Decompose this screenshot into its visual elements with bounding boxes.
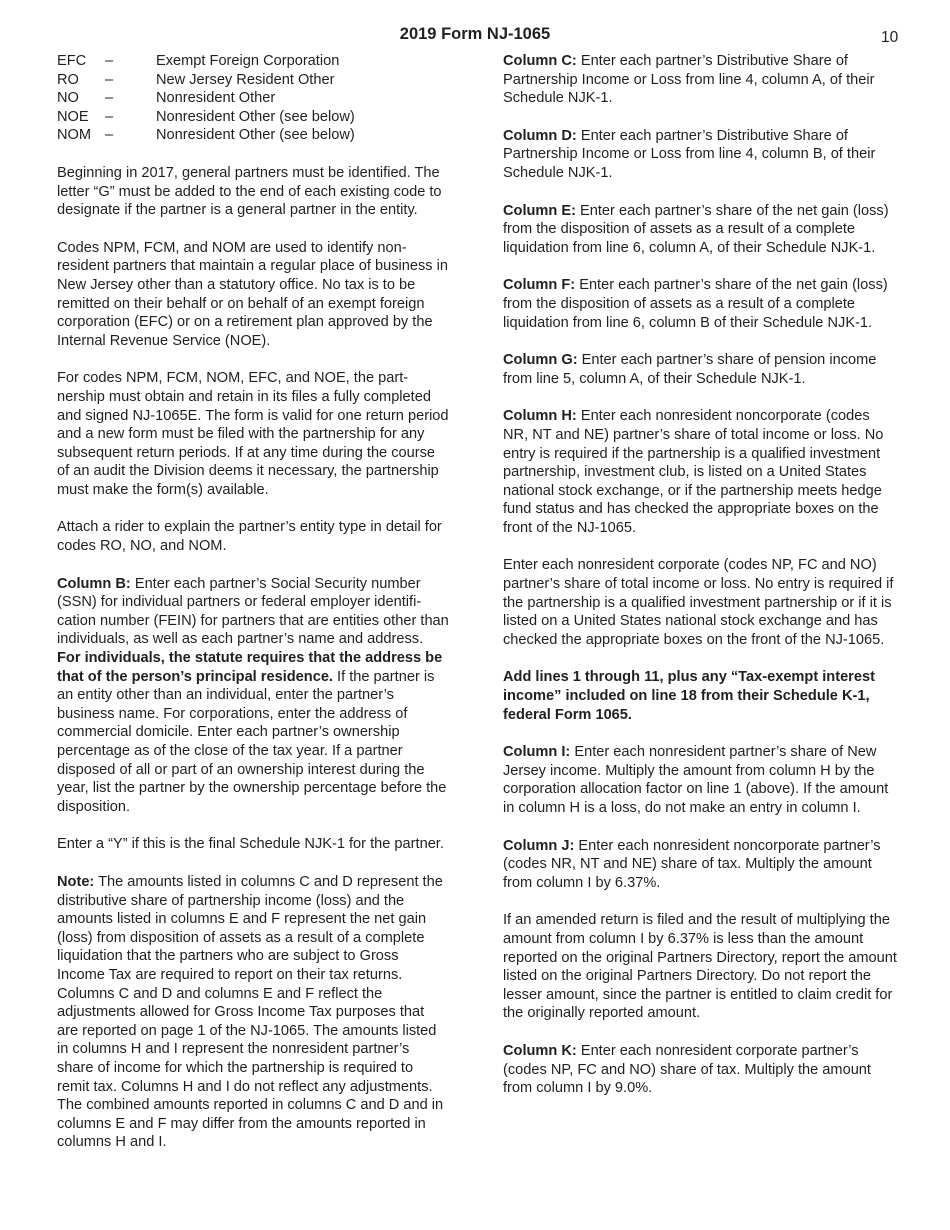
code-description: New Jersey Resident Other <box>156 71 335 88</box>
rider-paragraph: Attach a rider to explain the partner’s entity type in detail for codes RO, NO, and NOM. <box>57 519 442 555</box>
amended-return-paragraph: If an amended return is filed and the result of multiplying the amount from column I by 6.37% is less than the amount reported on the original Partners Directory, report the amount listed on the original Partners Directory. Do not report the lesser amount, since the partner is entitled to claim credit for the originally reported amount. <box>503 912 897 1022</box>
code-description: Nonresident Other <box>156 90 276 107</box>
column-d-paragraph <box>503 127 898 183</box>
column-f-text: Enter each partner’s share of the net gain (loss) from the disposition of assets as a result of a complete liquidation from line 6, column B of their Schedule NJK-1. <box>503 277 888 331</box>
dash: – <box>105 90 114 107</box>
column-g-paragraph <box>503 351 898 388</box>
column-e-paragraph <box>503 202 898 258</box>
note-paragraph <box>57 873 449 1152</box>
column-b-paragraph <box>57 575 449 817</box>
note-text: The amounts listed in columns C and D represent the distributive share of partnership income (loss) and the amounts listed in columns E and F represent the net gain (loss) from disposition of assets as a result of a complete liquidation that the partners who are subject to Gross Income Tax are required to report on their tax returns. Columns C and D and columns E and F reflect the adjustments allowed for Gross Income Tax purposes that are reported on page 1 of the NJ-1065. The amounts listed in columns H and I represent the nonresident partner’s share of income for which the partnership is required to remit tax. Columns H and I do not reflect any adjustments. The combined amounts reported in columns C and D and in columns E and F may differ from the amounts reported in columns H and I. <box>57 873 444 1151</box>
column-e-text: Enter each partner’s share of the net gain (loss) from the disposition of assets as a result of a complete liquidation from line 6, column A, of their Schedule NJK-1. <box>503 202 889 256</box>
column-h-paragraph <box>503 407 898 537</box>
column-e-heading: Column E: <box>503 202 576 219</box>
column-h-heading: Column H: <box>503 408 577 425</box>
final-schedule-paragraph: Enter a “Y” if this is the final Schedule NJK-1 for the partner. <box>57 836 444 853</box>
code: EFC <box>57 53 87 69</box>
column-d-heading: Column D: <box>503 127 577 144</box>
column-b-text-continued: If the partner is an entity other than an individual, enter the partner’s business name. For corporations, enter the address of commercial domicile. Enter each partner’s ownership percentage as of the close of the tax year. If a partner disposed of all or part of an ownership interest during the year, list the partner by the ownership percentage before the disposition. <box>57 668 447 815</box>
column-c-heading: Column C: <box>503 53 577 69</box>
code: NOM <box>57 127 92 144</box>
code: NOE <box>57 108 89 125</box>
dash: – <box>105 108 114 125</box>
column-c-text: Enter each partner’s Distributive Share of Partnership Income or Loss from line 4, column A, of their Schedule NJK-1. <box>503 53 875 107</box>
column-j-text: Enter each nonresident noncorporate partner’s (codes NR, NT and NE) share of tax. Multiply the amount from column I by 6.37%. <box>503 837 881 891</box>
column-c-paragraph <box>503 52 898 108</box>
dash: – <box>105 127 114 144</box>
column-k-paragraph <box>503 1042 898 1098</box>
left-column <box>57 52 449 1171</box>
column-j-heading: Column J: <box>503 837 575 854</box>
code-description: Nonresident Other (see below) <box>156 108 355 125</box>
column-i-heading: Column I: <box>503 744 571 761</box>
column-g-heading: Column G: <box>503 352 578 369</box>
column-d-text: Enter each partner’s Distributive Share of Partnership Income or Loss from line 4, column B, of their Schedule NJK-1. <box>503 127 876 181</box>
add-lines-bold-text: Add lines 1 through 11, plus any “Tax-exempt interest income” included on line 18 from their Schedule K-1, federal Form 1065. <box>503 669 875 723</box>
page-number: 10 <box>881 29 899 46</box>
column-f-heading: Column F: <box>503 277 576 294</box>
column-k-text: Enter each nonresident corporate partner’s (codes NP, FC and NO) share of tax. Multiply the amount from column I by 9.0%. <box>503 1042 871 1097</box>
column-j-paragraph <box>503 837 898 893</box>
nj-1065e-paragraph: For codes NPM, FCM, NOM, EFC, and NOE, the partnership must obtain and retain in its files a fully completed and signed NJ-1065E. The form is valid for one return period and a new form must be filed with the partnership for any subsequent return periods. If at any time during the course of an audit the Division deems it necessary, the partnership must make the form(s) available. <box>57 370 449 498</box>
code: RO <box>57 71 79 88</box>
column-b-text: Enter each partner’s Social Security number (SSN) for individual partners or federal employer identification number (FEIN) for partners that are entities other than individuals, as well as each partner’s name and address. <box>57 575 449 648</box>
add-lines-paragraph <box>503 668 898 724</box>
code-description: Nonresident Other (see below) <box>156 127 355 144</box>
partner-code-list <box>57 52 449 145</box>
code: NO <box>57 90 79 107</box>
column-i-paragraph <box>503 743 898 817</box>
page-title: 2019 Form NJ-1065 <box>399 25 551 43</box>
right-column <box>503 52 898 1117</box>
nonresident-codes-paragraph: Codes NPM, FCM, and NOM are used to identify nonresident partners that maintain a regular place of business in New Jersey other than a statutory office. No tax is to be remitted on their behalf or on behalf of an exempt foreign corporation (EFC) or on a retirement plan approved by the Internal Revenue Service (NOE). <box>57 239 449 349</box>
column-g-text: Enter each partner’s share of pension income from line 5, column A, of their Schedule NJK-1. <box>503 352 877 387</box>
column-i-text: Enter each nonresident partner’s share of New Jersey income. Multiply the amount from column H by the corporation allocation factor on line 1 (above). If the amount in column H is a loss, do not make an entry in column I. <box>503 744 889 816</box>
column-b-emphasis: For individuals, the statute requires that the address be that of the person’s principal residence. <box>57 650 443 685</box>
column-f-paragraph <box>503 276 898 332</box>
dash: – <box>105 71 114 88</box>
column-h-text: Enter each nonresident noncorporate (codes NR, NT and NE) partner’s share of total income or loss. No entry is required if the partnership is a qualified investment partnership, investment club, is listed on a United States national stock exchange, or if the partnership meets hedge fund status and has checked the appropriate boxes on the front of the NJ-1065. <box>503 408 884 536</box>
column-k-heading: Column K: <box>503 1042 577 1059</box>
column-b-heading: Column B: <box>57 575 131 592</box>
general-partner-paragraph: Beginning in 2017, general partners must be identified. The letter “G” must be added to the end of each existing code to designate if the partner is a general partner in the entity. <box>57 164 442 219</box>
code-description: Exempt Foreign Corporation <box>156 53 340 69</box>
corporate-partner-paragraph: Enter each nonresident corporate (codes NP, FC and NO) partner’s share of total income or loss. No entry is required if the partnership is a qualified investment partnership or if it is listed on a United States national stock exchange and has checked the appropriate boxes on the front of the NJ-1065. <box>503 557 894 648</box>
note-heading: Note: <box>57 873 95 890</box>
dash: – <box>105 53 114 69</box>
